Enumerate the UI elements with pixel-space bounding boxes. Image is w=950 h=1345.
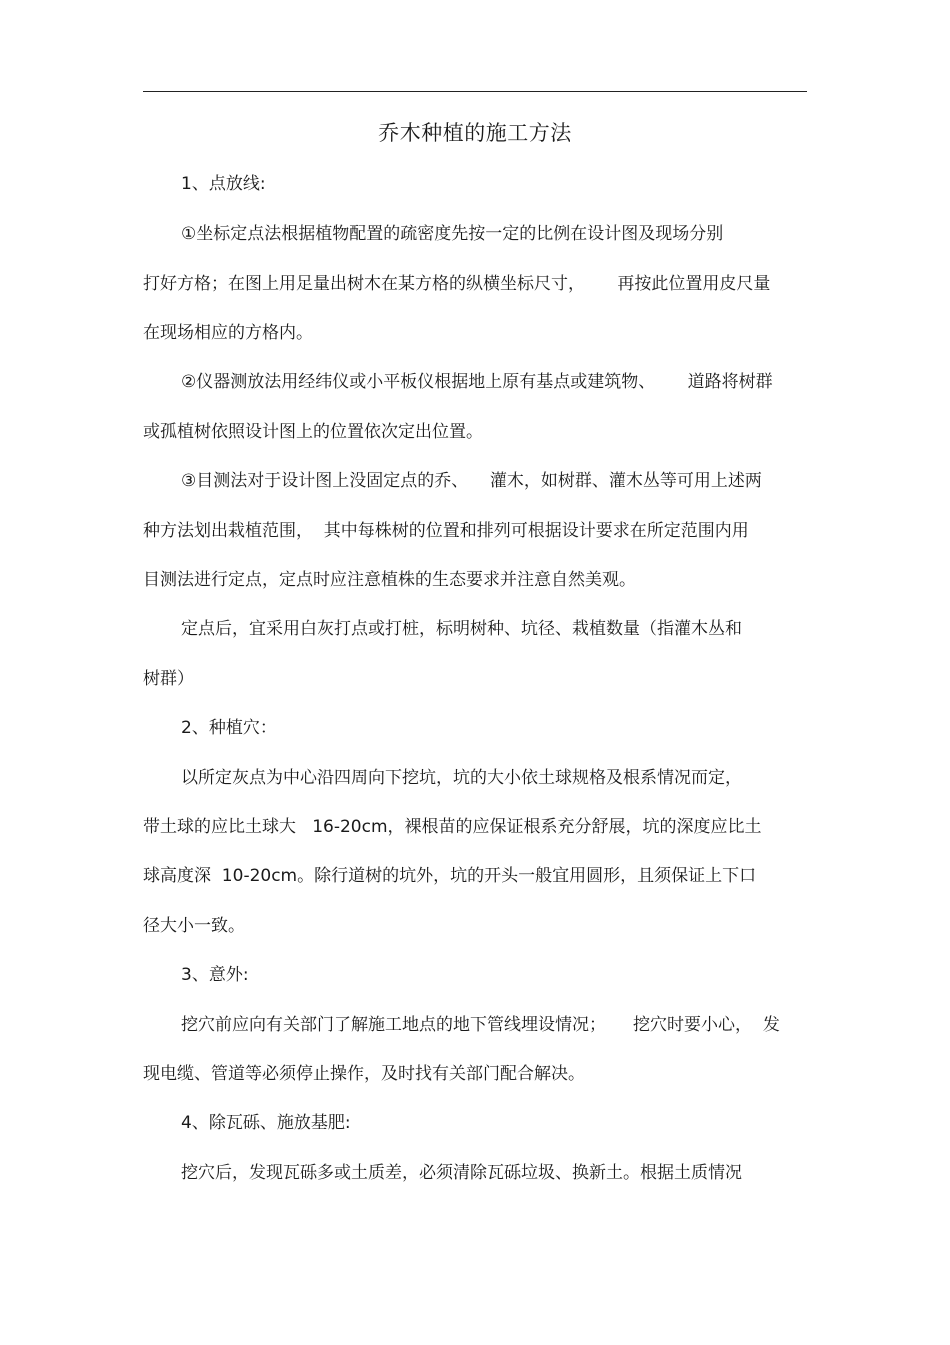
header-rule bbox=[143, 91, 807, 92]
paragraph-line: 挖穴后，发现瓦砾多或土质差，必须清除瓦砾垃圾、换新土。根据土质情况 bbox=[181, 1163, 742, 1183]
paragraph-line: 带土球的应比土球大 16-20cm，裸根苗的应保证根系充分舒展，坑的深度应比土 bbox=[143, 817, 762, 837]
paragraph-line: 种方法划出栽植范围， 其中每株树的位置和排列可根据设计要求在所定范围内用 bbox=[143, 521, 749, 541]
paragraph-line: ①坐标定点法根据植物配置的疏密度先按一定的比例在设计图及现场分别 bbox=[181, 224, 724, 244]
heading-2: 2、种植穴： bbox=[181, 718, 277, 738]
paragraph-line: 打好方格；在图上用足量出树木在某方格的纵横坐标尺寸， 再按此位置用皮尺量 bbox=[143, 274, 771, 294]
heading-3: 3、意外: bbox=[181, 965, 249, 985]
paragraph-line: 定点后，宜采用白灰打点或打桩，标明树种、坑径、栽植数量（指灌木丛和 bbox=[181, 619, 742, 639]
paragraph-line: 以所定灰点为中心沿四周向下挖坑，坑的大小依土球规格及根系情况而定， bbox=[181, 768, 742, 788]
paragraph-line: ③目测法对于设计图上没固定点的乔、 灌木，如树群、灌木丛等可用上述两 bbox=[181, 471, 762, 491]
heading-1: 1、点放线: bbox=[181, 174, 266, 194]
paragraph-line: 目测法进行定点，定点时应注意植株的生态要求并注意自然美观。 bbox=[143, 570, 636, 590]
document-title: 乔木种植的施工方法 bbox=[378, 121, 572, 145]
paragraph-line: 在现场相应的方格内。 bbox=[143, 323, 313, 343]
paragraph-line: 球高度深 10-20cm。除行道树的坑外，坑的开头一般宜用圆形，且须保证上下口 bbox=[143, 866, 757, 886]
paragraph-line: 或孤植树依照设计图上的位置依次定出位置。 bbox=[143, 422, 483, 442]
paragraph-line: 现电缆、管道等必须停止操作，及时找有关部门配合解决。 bbox=[143, 1064, 585, 1084]
paragraph-line: 挖穴前应向有关部门了解施工地点的地下管线埋设情况； 挖穴时要小心， 发 bbox=[181, 1015, 780, 1035]
heading-4: 4、除瓦砾、施放基肥: bbox=[181, 1113, 351, 1133]
paragraph-line: 径大小一致。 bbox=[143, 916, 245, 936]
paragraph-line: ②仪器测放法用经纬仪或小平板仪根据地上原有基点或建筑物、 道路将树群 bbox=[181, 372, 773, 392]
paragraph-line: 树群） bbox=[143, 669, 194, 689]
